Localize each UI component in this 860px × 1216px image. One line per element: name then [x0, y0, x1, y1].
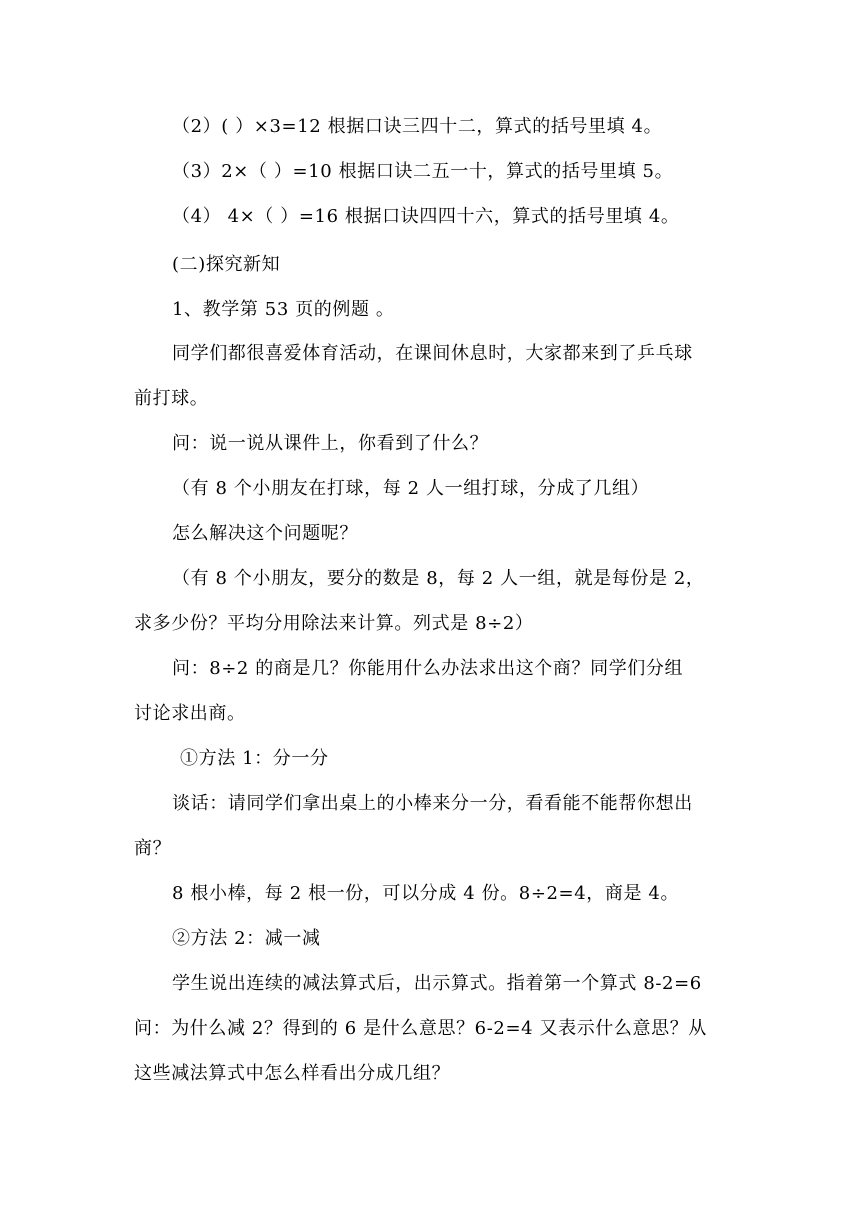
text-line-11: （有 8 个小朋友，要分的数是 8，每 2 人一组，就是每份是 2，: [172, 568, 705, 589]
text-line-1: （2）( ）×3=12 根据口诀三四十二，算式的括号里填 4。: [172, 116, 663, 137]
text-line-21: 问：为什么减 2？得到的 6 是什么意思？6-2=4 又表示什么意思？从: [134, 1018, 707, 1039]
text-line-5: 1、教学第 53 页的例题 。: [172, 299, 395, 320]
text-line-9: （有 8 个小朋友在打球，每 2 人一组打球，分成了几组）: [172, 478, 650, 499]
text-line-12: 求多少份？平均分用除法来计算。列式是 8÷2）: [134, 613, 534, 634]
text-line-10: 怎么解决这个问题呢？: [172, 523, 358, 544]
section-heading: (二)探究新知: [172, 254, 281, 275]
text-line-3: （4） 4×（ ）=16 根据口诀四四十六，算式的括号里填 4。: [172, 206, 680, 227]
text-line-16: 谈话：请同学们拿出桌上的小棒来分一分，看看能不能帮你想出: [172, 793, 693, 814]
text-line-20: 学生说出连续的减法算式后，出示算式。指着第一个算式 8-2=6: [172, 973, 702, 994]
text-line-13: 问：8÷2 的商是几？你能用什么办法求出这个商？同学们分组: [172, 658, 684, 679]
text-line-2: （3）2×（ ）=10 根据口诀二五一十，算式的括号里填 5。: [172, 161, 674, 182]
text-line-17: 商？: [134, 838, 172, 859]
text-line-14: 讨论求出商。: [134, 703, 246, 724]
text-line-19: ②方法 2：减一减: [172, 928, 321, 949]
text-line-15: ①方法 1：分一分: [180, 748, 329, 769]
text-line-22: 这些减法算式中怎么样看出分成几组？: [134, 1063, 451, 1084]
text-line-18: 8 根小棒，每 2 根一份，可以分成 4 份。8÷2=4，商是 4。: [172, 883, 680, 904]
text-line-7: 前打球。: [134, 388, 209, 409]
text-line-8: 问：说一说从课件上，你看到了什么？: [172, 433, 489, 454]
text-line-6: 同学们都很喜爱体育活动，在课间休息时，大家都来到了乒乓球: [172, 343, 693, 364]
